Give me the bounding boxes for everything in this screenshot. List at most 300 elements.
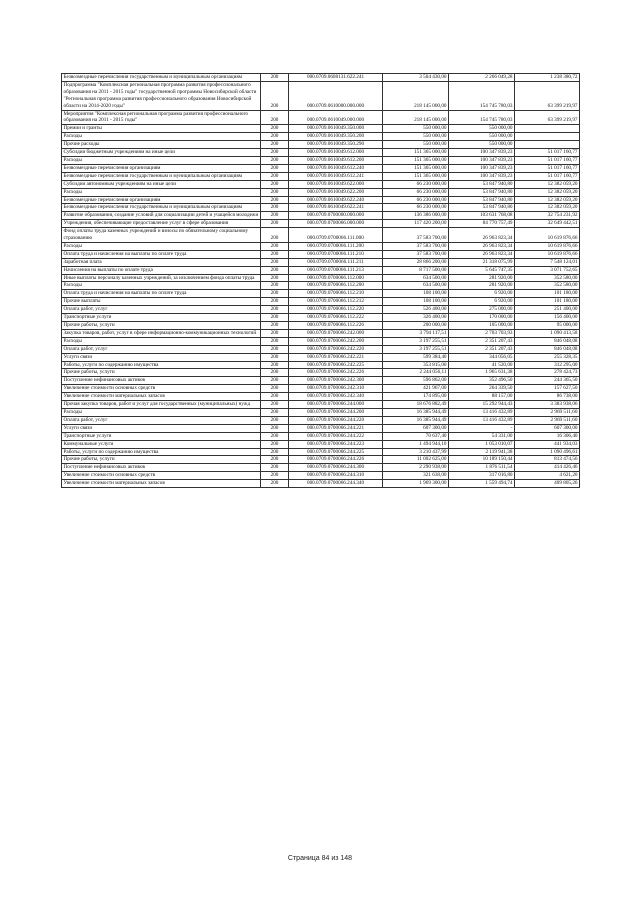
row-approved-cell: 151 365 000,00: [383, 164, 449, 172]
row-budget-code-cell: 000.0709.0700066.242.221: [289, 353, 383, 361]
row-admin-code-cell: 200: [261, 196, 289, 204]
row-unexecuted-cell: 813 474,56: [515, 456, 580, 464]
row-admin-code-cell: 200: [261, 258, 289, 266]
row-executed-cell: 550 000,00: [449, 141, 515, 149]
row-budget-code-cell: 000.0709.0700066.242.200: [289, 337, 383, 345]
row-approved-cell: 66 230 000,00: [383, 204, 449, 212]
row-unexecuted-cell: 63 399 219,97: [515, 110, 580, 125]
row-admin-code-cell: 200: [261, 416, 289, 424]
row-admin-code-cell: 200: [261, 424, 289, 432]
row-approved-cell: 117 420 200,00: [383, 220, 449, 228]
table-row: [62, 74, 580, 82]
row-name-cell: Расходы: [62, 408, 261, 416]
row-budget-code-cell: 000.0709.0700066.244.225: [289, 448, 383, 456]
row-admin-code-cell: 200: [261, 125, 289, 133]
row-name-cell: Коммунальные услуги: [62, 440, 261, 448]
row-approved-cell: 550 000,00: [383, 125, 449, 133]
row-unexecuted-cell: 12 382 059,20: [515, 180, 580, 188]
row-unexecuted-cell: 312 295,00: [515, 361, 580, 369]
row-executed-cell: 154 745 780,03: [449, 81, 515, 110]
row-unexecuted-cell: 278 424,73: [515, 369, 580, 377]
row-admin-code-cell: 200: [261, 408, 289, 416]
row-unexecuted-cell: 607 300,00: [515, 424, 580, 432]
row-executed-cell: 281 920,00: [449, 282, 515, 290]
row-admin-code-cell: 200: [261, 377, 289, 385]
row-name-cell: Безвозмездные перечисления организациям: [62, 196, 261, 204]
row-executed-cell: 13 416 432,89: [449, 408, 515, 416]
row-budget-code-cell: 000.0709.0700066.111.200: [289, 242, 383, 250]
row-name-cell: Прочие работы, услуги: [62, 456, 261, 464]
row-unexecuted-cell: 12 382 059,20: [515, 204, 580, 212]
row-name-cell: Услуги связи: [62, 424, 261, 432]
row-name-cell: Оплата работ, услуг: [62, 416, 261, 424]
row-budget-code-cell: 000.0709.0608131.622.241: [289, 74, 383, 82]
row-unexecuted-cell: 2 969 511,60: [515, 408, 580, 416]
row-name-cell: Услуги связи: [62, 353, 261, 361]
row-executed-cell: 5 645 747,35: [449, 266, 515, 274]
row-approved-cell: 2 290 938,00: [383, 464, 449, 472]
row-approved-cell: 16 385 944,49: [383, 408, 449, 416]
row-name-cell: Безвозмездные перечисления государственным и муниципальным организациям: [62, 204, 261, 212]
row-executed-cell: 1 559 494,74: [449, 480, 515, 488]
row-executed-cell: 26 963 823,34: [449, 228, 515, 243]
row-admin-code-cell: 200: [261, 480, 289, 488]
row-approved-cell: 8 717 500,00: [383, 266, 449, 274]
table-row: [62, 480, 580, 488]
row-admin-code-cell: 200: [261, 274, 289, 282]
row-budget-code-cell: 000.0709.0700066.244.310: [289, 472, 383, 480]
row-executed-cell: 53 847 940,80: [449, 196, 515, 204]
row-name-cell: Транспортные услуги: [62, 314, 261, 322]
row-unexecuted-cell: 846 048,08: [515, 345, 580, 353]
row-approved-cell: 151 365 000,00: [383, 156, 449, 164]
row-name-cell: Безвозмездные перечисления организациям: [62, 164, 261, 172]
row-executed-cell: 281 920,00: [449, 274, 515, 282]
row-admin-code-cell: 200: [261, 164, 289, 172]
row-name-cell: Прочие работы, услуги: [62, 322, 261, 330]
row-budget-code-cell: 000.0709.0700066.244.300: [289, 464, 383, 472]
row-name-cell: Фонд оплаты труда казенных учреждений и взносы по обязательному социальному страхованию: [62, 228, 261, 243]
row-approved-cell: 321 638,00: [383, 472, 449, 480]
table-row: [62, 156, 580, 164]
row-approved-cell: 599 384,40: [383, 353, 449, 361]
row-admin-code-cell: 200: [261, 81, 289, 110]
row-admin-code-cell: 200: [261, 172, 289, 180]
row-budget-code-cell: 000.0709.0700066.112.222: [289, 314, 383, 322]
row-unexecuted-cell: 32 649 442,51: [515, 220, 580, 228]
row-executed-cell: 15 292 944,43: [449, 401, 515, 409]
row-budget-code-cell: 000.0709.0700066.242.000: [289, 329, 383, 337]
row-admin-code-cell: 200: [261, 110, 289, 125]
table-row: [62, 258, 580, 266]
row-admin-code-cell: 200: [261, 361, 289, 369]
row-name-cell: Прочие выплаты: [62, 298, 261, 306]
row-admin-code-cell: 200: [261, 212, 289, 220]
row-name-cell: Расходы: [62, 133, 261, 141]
row-name-cell: Начисления на выплаты по оплате труда: [62, 266, 261, 274]
table-row: [62, 456, 580, 464]
row-admin-code-cell: 200: [261, 242, 289, 250]
row-approved-cell: 607 300,00: [383, 424, 449, 432]
table-row: [62, 361, 580, 369]
row-admin-code-cell: 200: [261, 353, 289, 361]
row-admin-code-cell: 200: [261, 133, 289, 141]
row-budget-code-cell: 000.0709.0700066.112.210: [289, 290, 383, 298]
row-name-cell: Прочая закупка товаров, работ и услуг для государственных (муниципальных) нужд: [62, 401, 261, 409]
row-executed-cell: 53 847 940,80: [449, 204, 515, 212]
row-approved-cell: 108 100,00: [383, 298, 449, 306]
table-row: [62, 125, 580, 133]
row-budget-code-cell: 000.0709.0610049.622.200: [289, 188, 383, 196]
table-row: [62, 337, 580, 345]
row-admin-code-cell: 200: [261, 228, 289, 243]
row-approved-cell: 218 145 000,00: [383, 110, 449, 125]
row-admin-code-cell: 200: [261, 464, 289, 472]
row-name-cell: Иные выплаты персоналу казенных учреждений, за исключением фонда оплаты труда: [62, 274, 261, 282]
budget-table: [61, 73, 580, 488]
row-executed-cell: 88 157,00: [449, 393, 515, 401]
row-executed-cell: 352 496,50: [449, 377, 515, 385]
row-executed-cell: 54 331,00: [449, 432, 515, 440]
row-executed-cell: 2 351 207,43: [449, 337, 515, 345]
row-approved-cell: 37 583 700,00: [383, 242, 449, 250]
row-unexecuted-cell: 2 969 511,60: [515, 416, 580, 424]
row-unexecuted-cell: [515, 133, 580, 141]
row-unexecuted-cell: 51 017 160,77: [515, 164, 580, 172]
row-budget-code-cell: 000.0709.0610049.612.000: [289, 149, 383, 157]
table-row: [62, 464, 580, 472]
row-unexecuted-cell: 352 580,00: [515, 274, 580, 282]
row-name-cell: Поступление нефинансовых активов: [62, 377, 261, 385]
table-row: [62, 385, 580, 393]
row-unexecuted-cell: [515, 125, 580, 133]
row-unexecuted-cell: 1 090 496,61: [515, 448, 580, 456]
row-budget-code-cell: 000.0709.0700066.244.222: [289, 432, 383, 440]
table-row: [62, 290, 580, 298]
row-budget-code-cell: 000.0709.0700066.112.226: [289, 322, 383, 330]
row-admin-code-cell: 200: [261, 290, 289, 298]
table-row: [62, 266, 580, 274]
row-executed-cell: 550 000,00: [449, 125, 515, 133]
table-row: [62, 212, 580, 220]
table-row: [62, 329, 580, 337]
row-unexecuted-cell: 101 180,00: [515, 290, 580, 298]
row-unexecuted-cell: 51 017 160,77: [515, 172, 580, 180]
table-row: [62, 353, 580, 361]
row-unexecuted-cell: 95 000,00: [515, 322, 580, 330]
row-name-cell: Премии и гранты: [62, 125, 261, 133]
row-admin-code-cell: 200: [261, 393, 289, 401]
row-budget-code-cell: 000.0709.0700066.244.223: [289, 440, 383, 448]
row-budget-code-cell: 000.0709.0700066.242.310: [289, 385, 383, 393]
row-budget-code-cell: 000.0709.0700066.244.200: [289, 408, 383, 416]
table-row: [62, 228, 580, 243]
row-name-cell: Увеличение стоимости материальных запасов: [62, 480, 261, 488]
row-admin-code-cell: 200: [261, 369, 289, 377]
row-name-cell: Расходы: [62, 242, 261, 250]
row-budget-code-cell: 000.0709.0610049.350.290: [289, 141, 383, 149]
row-name-cell: Расходы: [62, 156, 261, 164]
table-row: [62, 408, 580, 416]
row-budget-code-cell: 000.0709.0700066.244.340: [289, 480, 383, 488]
row-name-cell: Учреждения, обеспечивающие предоставление услуг в сфере образования: [62, 220, 261, 228]
row-approved-cell: 11 002 625,00: [383, 456, 449, 464]
row-unexecuted-cell: 441 934,03: [515, 440, 580, 448]
row-approved-cell: 200 000,00: [383, 322, 449, 330]
row-name-cell: Закупка товаров, работ, услуг в сфере информационно-коммуникационных технологий: [62, 329, 261, 337]
table-row: [62, 424, 580, 432]
row-approved-cell: 70 637,40: [383, 432, 449, 440]
row-admin-code-cell: 200: [261, 141, 289, 149]
row-unexecuted-cell: 10 619 876,66: [515, 250, 580, 258]
row-executed-cell: 10 189 150,44: [449, 456, 515, 464]
row-approved-cell: 18 676 882,49: [383, 401, 449, 409]
row-executed-cell: 6 920,00: [449, 298, 515, 306]
row-admin-code-cell: 200: [261, 156, 289, 164]
row-executed-cell: 170 000,00: [449, 314, 515, 322]
table-row: [62, 472, 580, 480]
row-admin-code-cell: 200: [261, 204, 289, 212]
row-unexecuted-cell: 101 180,00: [515, 298, 580, 306]
row-unexecuted-cell: 63 399 219,97: [515, 81, 580, 110]
row-admin-code-cell: 200: [261, 401, 289, 409]
row-executed-cell: 2 266 049,28: [449, 74, 515, 82]
row-admin-code-cell: 200: [261, 432, 289, 440]
row-unexecuted-cell: 1 090 413,58: [515, 329, 580, 337]
row-budget-code-cell: 000.0709.0700066.112.000: [289, 274, 383, 282]
row-budget-code-cell: 000.0709.0700066.112.220: [289, 306, 383, 314]
page-number: Страница 84 из 148: [287, 855, 353, 862]
row-unexecuted-cell: 86 738,00: [515, 393, 580, 401]
row-budget-code-cell: 000.0709.0610049.350.000: [289, 125, 383, 133]
table-row: [62, 377, 580, 385]
row-unexecuted-cell: 12 382 059,20: [515, 196, 580, 204]
row-unexecuted-cell: 51 017 160,77: [515, 149, 580, 157]
table-row: [62, 282, 580, 290]
row-unexecuted-cell: 10 619 876,66: [515, 228, 580, 243]
row-name-cell: Безвозмездные перечисления государственным и муниципальным организациям: [62, 74, 261, 82]
table-row: [62, 401, 580, 409]
budget-table-body: [62, 74, 580, 488]
table-row: [62, 149, 580, 157]
row-unexecuted-cell: 244 365,50: [515, 377, 580, 385]
row-budget-code-cell: 000.0709.0700066.242.225: [289, 361, 383, 369]
row-approved-cell: 151 365 000,00: [383, 149, 449, 157]
row-name-cell: Развитие образования, создание условий для социализации детей и учащейся молодежи: [62, 212, 261, 220]
row-unexecuted-cell: 10 619 876,66: [515, 242, 580, 250]
row-budget-code-cell: 000.0709.0610000.000.000: [289, 81, 383, 110]
row-budget-code-cell: 000.0709.0700066.244.226: [289, 456, 383, 464]
row-executed-cell: 100 347 839,23: [449, 149, 515, 157]
row-approved-cell: 3 794 117,51: [383, 329, 449, 337]
row-approved-cell: 3 197 255,51: [383, 337, 449, 345]
row-approved-cell: 28 866 200,00: [383, 258, 449, 266]
row-unexecuted-cell: [515, 141, 580, 149]
row-approved-cell: 37 583 700,00: [383, 250, 449, 258]
row-approved-cell: 3 197 255,51: [383, 345, 449, 353]
row-approved-cell: 1 969 300,00: [383, 480, 449, 488]
table-row: [62, 141, 580, 149]
row-executed-cell: 2 703 703,93: [449, 329, 515, 337]
row-executed-cell: 84 770 757,49: [449, 220, 515, 228]
row-approved-cell: 526 400,00: [383, 306, 449, 314]
row-budget-code-cell: 000.0709.0610049.612.200: [289, 156, 383, 164]
row-approved-cell: 634 500,00: [383, 282, 449, 290]
row-name-cell: Субсидии автономным учреждениям на иные цели: [62, 180, 261, 188]
row-budget-code-cell: 000.0709.0700066.244.220: [289, 416, 383, 424]
row-budget-code-cell: 000.0709.0700066.242.226: [289, 369, 383, 377]
row-name-cell: Расходы: [62, 282, 261, 290]
row-executed-cell: 1 876 511,54: [449, 464, 515, 472]
row-approved-cell: 421 967,00: [383, 385, 449, 393]
row-approved-cell: 550 000,00: [383, 141, 449, 149]
row-admin-code-cell: 200: [261, 298, 289, 306]
row-approved-cell: 16 385 944,49: [383, 416, 449, 424]
row-approved-cell: 136 386 000,00: [383, 212, 449, 220]
row-unexecuted-cell: 51 017 160,77: [515, 156, 580, 164]
row-budget-code-cell: 000.0709.0610049.612.240: [289, 164, 383, 172]
row-name-cell: Увеличение стоимости основных средств: [62, 472, 261, 480]
row-budget-code-cell: 000.0709.0700066.242.300: [289, 377, 383, 385]
row-executed-cell: 100 347 839,23: [449, 172, 515, 180]
row-executed-cell: 264 339,50: [449, 385, 515, 393]
row-unexecuted-cell: 1 238 380,72: [515, 74, 580, 82]
row-unexecuted-cell: 16 306,40: [515, 432, 580, 440]
row-executed-cell: 105 000,00: [449, 322, 515, 330]
row-admin-code-cell: 200: [261, 314, 289, 322]
table-row: [62, 188, 580, 196]
row-budget-code-cell: 000.0709.0610049.350.200: [289, 133, 383, 141]
row-executed-cell: 317 016,80: [449, 472, 515, 480]
row-admin-code-cell: 200: [261, 456, 289, 464]
row-executed-cell: 2 351 207,43: [449, 345, 515, 353]
row-admin-code-cell: 200: [261, 74, 289, 82]
row-unexecuted-cell: 414 426,46: [515, 464, 580, 472]
row-admin-code-cell: 200: [261, 220, 289, 228]
row-approved-cell: 2 244 056,11: [383, 369, 449, 377]
row-budget-code-cell: 000.0709.0700066.000.000: [289, 220, 383, 228]
table-row: [62, 220, 580, 228]
row-name-cell: Оплата работ, услуг: [62, 345, 261, 353]
table-row: [62, 204, 580, 212]
row-admin-code-cell: 200: [261, 322, 289, 330]
table-row: [62, 322, 580, 330]
row-name-cell: Работы, услуги по содержанию имущества: [62, 361, 261, 369]
row-approved-cell: 3 504 430,00: [383, 74, 449, 82]
table-row: [62, 416, 580, 424]
row-unexecuted-cell: 156 400,00: [515, 314, 580, 322]
row-executed-cell: 1 965 631,38: [449, 369, 515, 377]
table-row: [62, 440, 580, 448]
table-row: [62, 250, 580, 258]
row-executed-cell: 275 000,00: [449, 306, 515, 314]
row-name-cell: Подпрограмма "Комплексная региональная программа развития профессионального образования на 2011 - 2015 годы" государственной программы Новосибирской области "Региональная программа развития профессионального образования Новосибирской области на 2014-2020 годы": [62, 81, 261, 110]
row-budget-code-cell: 000.0709.0700066.244.000: [289, 401, 383, 409]
row-executed-cell: 13 416 432,89: [449, 416, 515, 424]
row-budget-code-cell: 000.0709.0700000.000.000: [289, 212, 383, 220]
row-unexecuted-cell: 409 805,26: [515, 480, 580, 488]
row-name-cell: Увеличение стоимости основных средств: [62, 385, 261, 393]
row-admin-code-cell: 200: [261, 188, 289, 196]
row-approved-cell: 108 100,00: [383, 290, 449, 298]
table-row: [62, 180, 580, 188]
row-budget-code-cell: 000.0709.0700066.112.200: [289, 282, 383, 290]
row-budget-code-cell: 000.0709.0610049.000.000: [289, 110, 383, 125]
row-executed-cell: 26 963 823,34: [449, 242, 515, 250]
row-name-cell: Оплата работ, услуг: [62, 306, 261, 314]
table-row: [62, 110, 580, 125]
row-approved-cell: 66 230 000,00: [383, 188, 449, 196]
row-executed-cell: 26 963 823,34: [449, 250, 515, 258]
row-executed-cell: 53 847 940,80: [449, 180, 515, 188]
table-row: [62, 172, 580, 180]
row-budget-code-cell: 000.0709.0700066.111.000: [289, 228, 383, 243]
row-budget-code-cell: 000.0709.0610049.612.241: [289, 172, 383, 180]
row-unexecuted-cell: 255 328,35: [515, 353, 580, 361]
row-budget-code-cell: 000.0709.0700066.242.220: [289, 345, 383, 353]
row-executed-cell: 100 347 839,23: [449, 164, 515, 172]
row-budget-code-cell: 000.0709.0610049.622.241: [289, 204, 383, 212]
row-admin-code-cell: 200: [261, 345, 289, 353]
row-approved-cell: 218 145 000,00: [383, 81, 449, 110]
row-admin-code-cell: 200: [261, 329, 289, 337]
row-approved-cell: 37 583 700,00: [383, 228, 449, 243]
row-admin-code-cell: 200: [261, 306, 289, 314]
table-row: [62, 314, 580, 322]
row-name-cell: Расходы: [62, 188, 261, 196]
row-name-cell: Расходы: [62, 337, 261, 345]
row-name-cell: Безвозмездные перечисления государственным и муниципальным организациям: [62, 172, 261, 180]
row-name-cell: Оплата труда и начисления на выплаты по оплате труда: [62, 290, 261, 298]
row-unexecuted-cell: 3 071 752,65: [515, 266, 580, 274]
row-budget-code-cell: 000.0709.0700066.112.212: [289, 298, 383, 306]
row-admin-code-cell: 200: [261, 448, 289, 456]
row-admin-code-cell: 200: [261, 266, 289, 274]
row-unexecuted-cell: 251 400,00: [515, 306, 580, 314]
row-admin-code-cell: 200: [261, 149, 289, 157]
row-approved-cell: 174 895,00: [383, 393, 449, 401]
row-executed-cell: 21 318 075,99: [449, 258, 515, 266]
row-approved-cell: 1 494 944,10: [383, 440, 449, 448]
row-name-cell: Поступление нефинансовых активов: [62, 464, 261, 472]
row-executed-cell: 100 347 839,23: [449, 156, 515, 164]
table-row: [62, 432, 580, 440]
row-unexecuted-cell: 7 548 124,01: [515, 258, 580, 266]
table-row: [62, 133, 580, 141]
row-budget-code-cell: 000.0709.0700066.111.213: [289, 266, 383, 274]
row-admin-code-cell: 200: [261, 180, 289, 188]
row-executed-cell: -: [449, 424, 515, 432]
row-budget-code-cell: 000.0709.0610049.622.240: [289, 196, 383, 204]
table-row: [62, 164, 580, 172]
row-budget-code-cell: 000.0709.0610049.622.000: [289, 180, 383, 188]
row-admin-code-cell: 200: [261, 440, 289, 448]
row-unexecuted-cell: 32 754 231,92: [515, 212, 580, 220]
row-unexecuted-cell: 12 382 059,20: [515, 188, 580, 196]
row-executed-cell: 344 056,05: [449, 353, 515, 361]
row-executed-cell: 1 053 010,07: [449, 440, 515, 448]
row-unexecuted-cell: 157 627,50: [515, 385, 580, 393]
row-approved-cell: 66 230 000,00: [383, 196, 449, 204]
row-admin-code-cell: 200: [261, 385, 289, 393]
row-name-cell: Прочие расходы: [62, 141, 261, 149]
row-executed-cell: 2 119 941,38: [449, 448, 515, 456]
row-approved-cell: 3 210 437,99: [383, 448, 449, 456]
row-name-cell: Субсидии бюджетным учреждениям на иные цели: [62, 149, 261, 157]
table-row: [62, 274, 580, 282]
row-approved-cell: 550 000,00: [383, 133, 449, 141]
table-row: [62, 448, 580, 456]
